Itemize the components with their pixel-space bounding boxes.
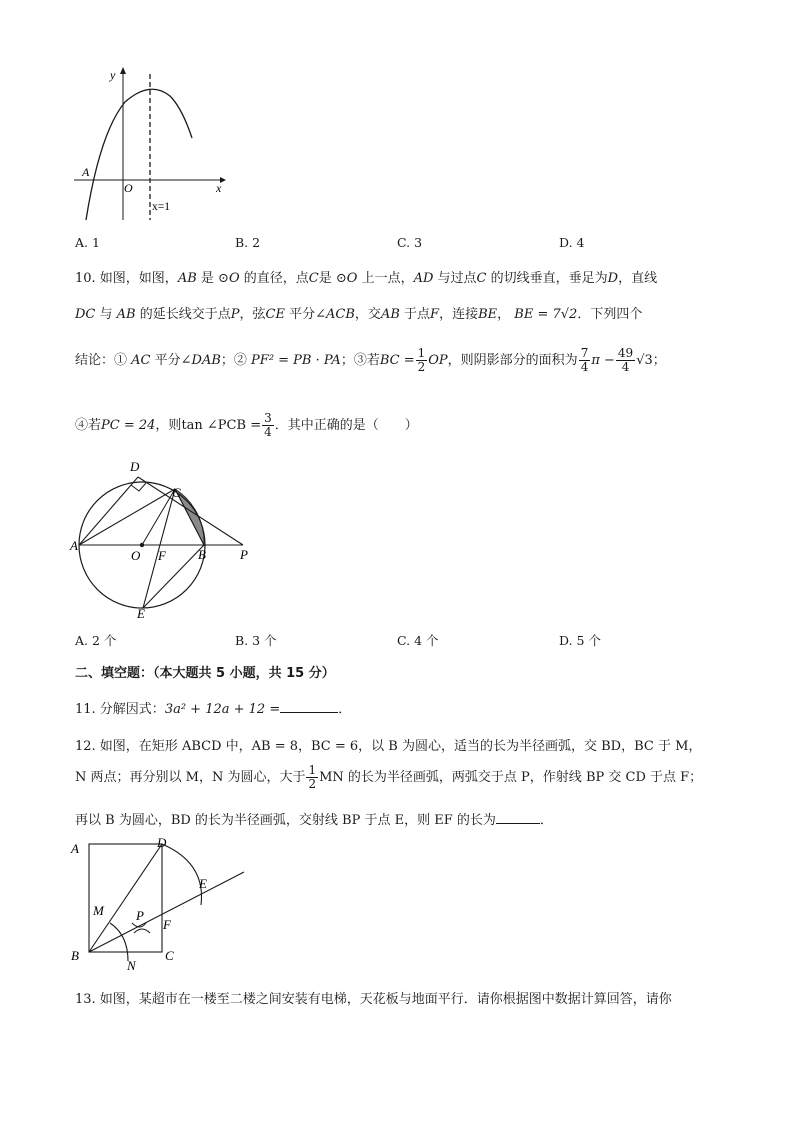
label-o: O bbox=[131, 548, 141, 563]
circle-figure bbox=[68, 455, 268, 620]
label-b: B bbox=[71, 948, 79, 963]
q10-line-3: 结论：① AC 平分∠DAB；② PF² = PB · PA；③若BC = $\frac{1}{2}$ OP，则阴影部分的面积为 $\frac{7}{4}$ π − $\frac{49}{4}$ √3； bbox=[75, 346, 666, 374]
q9-option-d[interactable]: D. 4 bbox=[559, 235, 585, 250]
rectangle-figure bbox=[66, 833, 256, 973]
q10-line-4: ④若PC = 24，则tan ∠PCB = $\frac{3}{4}$ ．其中正确的是（ ） bbox=[75, 411, 418, 439]
parabola-curve bbox=[86, 89, 192, 220]
q10-line-1: 10. 如图，如图，AB 是 ⊙O 的直径，点C是 ⊙O 上一点，AD 与过点C 的切线垂直，垂足为D，直线 bbox=[75, 271, 658, 286]
label-m: M bbox=[93, 903, 104, 918]
arc-p2 bbox=[134, 929, 150, 933]
right-angle-mark bbox=[131, 483, 146, 491]
label-x-equals-1: x=1 bbox=[152, 201, 170, 213]
y-axis-arrow bbox=[120, 67, 126, 74]
q12-line-3: 再以 B 为圆心，BD 的长为半径画弧，交射线 BP 于点 E，则 EF 的长为 ． bbox=[75, 813, 553, 828]
q9-option-c[interactable]: C. 3 bbox=[397, 235, 423, 250]
q9-option-b[interactable]: B. 2 bbox=[235, 235, 261, 250]
label-f: F bbox=[158, 548, 166, 563]
q10-line-2: DC 与 AB 的延长线交于点P，弦CE 平分∠ACB，交AB 于点F，连接BE， BE = 7√2．下列四个 bbox=[75, 307, 643, 322]
label-p: P bbox=[240, 547, 248, 562]
label-d: D bbox=[157, 835, 167, 850]
tangent-dp bbox=[138, 477, 243, 545]
q12-line-1: 12. 如图，在矩形 ABCD 中，AB = 8，BC = 6，以 B 为圆心，适当的长为半径画弧，交 BD，BC 于 M， bbox=[75, 739, 702, 754]
q11-line: 11. 分解因式：3a² + 12a + 12 = ． bbox=[75, 702, 352, 717]
ray-bp bbox=[89, 872, 244, 952]
parabola-graph bbox=[70, 62, 235, 227]
label-x: x bbox=[216, 181, 222, 195]
q13-line: 13. 如图，某超市在一楼至二楼之间安装有电梯，天花板与地面平行．请你根据图中数据计算回答，请你 bbox=[75, 992, 672, 1007]
label-e: E bbox=[199, 876, 207, 891]
segment-ad bbox=[79, 477, 138, 545]
q10-option-c[interactable]: C. 4 个 bbox=[397, 633, 439, 648]
arc-de bbox=[162, 844, 202, 905]
q9-options bbox=[75, 235, 735, 253]
label-b: B bbox=[198, 547, 206, 562]
q12-line-2: N 两点；再分别以 M，N 为圆心，大于 $\frac{1}{2}$ MN 的长为半径画弧，两弧交于点 P，作射线 BP 交 CD 于点 F； bbox=[75, 763, 703, 791]
label-O: O bbox=[124, 181, 133, 195]
arc-mn bbox=[110, 923, 128, 961]
segment-ac bbox=[79, 489, 175, 545]
label-p: P bbox=[136, 908, 144, 923]
q9-option-a[interactable]: A. 1 bbox=[75, 235, 100, 250]
label-a: A bbox=[70, 538, 78, 553]
label-n: N bbox=[127, 958, 136, 973]
label-a: A bbox=[71, 841, 79, 856]
q11-answer-blank[interactable] bbox=[280, 701, 338, 713]
label-c: C bbox=[172, 485, 181, 500]
q10-options bbox=[75, 631, 735, 649]
q10-option-a[interactable]: A. 2 个 bbox=[75, 633, 117, 648]
label-y: y bbox=[110, 68, 116, 82]
q10-option-b[interactable]: B. 3 个 bbox=[235, 633, 277, 648]
label-e: E bbox=[137, 606, 145, 620]
label-A: A bbox=[82, 165, 90, 179]
segment-be bbox=[143, 545, 204, 608]
label-d: D bbox=[130, 459, 140, 474]
label-f: F bbox=[163, 917, 171, 932]
center-point bbox=[140, 543, 144, 547]
section-heading: 二、填空题：（本大题共 5 小题，共 15 分） bbox=[75, 666, 335, 681]
label-c: C bbox=[165, 948, 174, 963]
q10-option-d[interactable]: D. 5 个 bbox=[559, 633, 601, 648]
q12-answer-blank[interactable] bbox=[496, 812, 540, 824]
segment-oc bbox=[142, 489, 175, 545]
diagonal-bd bbox=[89, 844, 162, 952]
